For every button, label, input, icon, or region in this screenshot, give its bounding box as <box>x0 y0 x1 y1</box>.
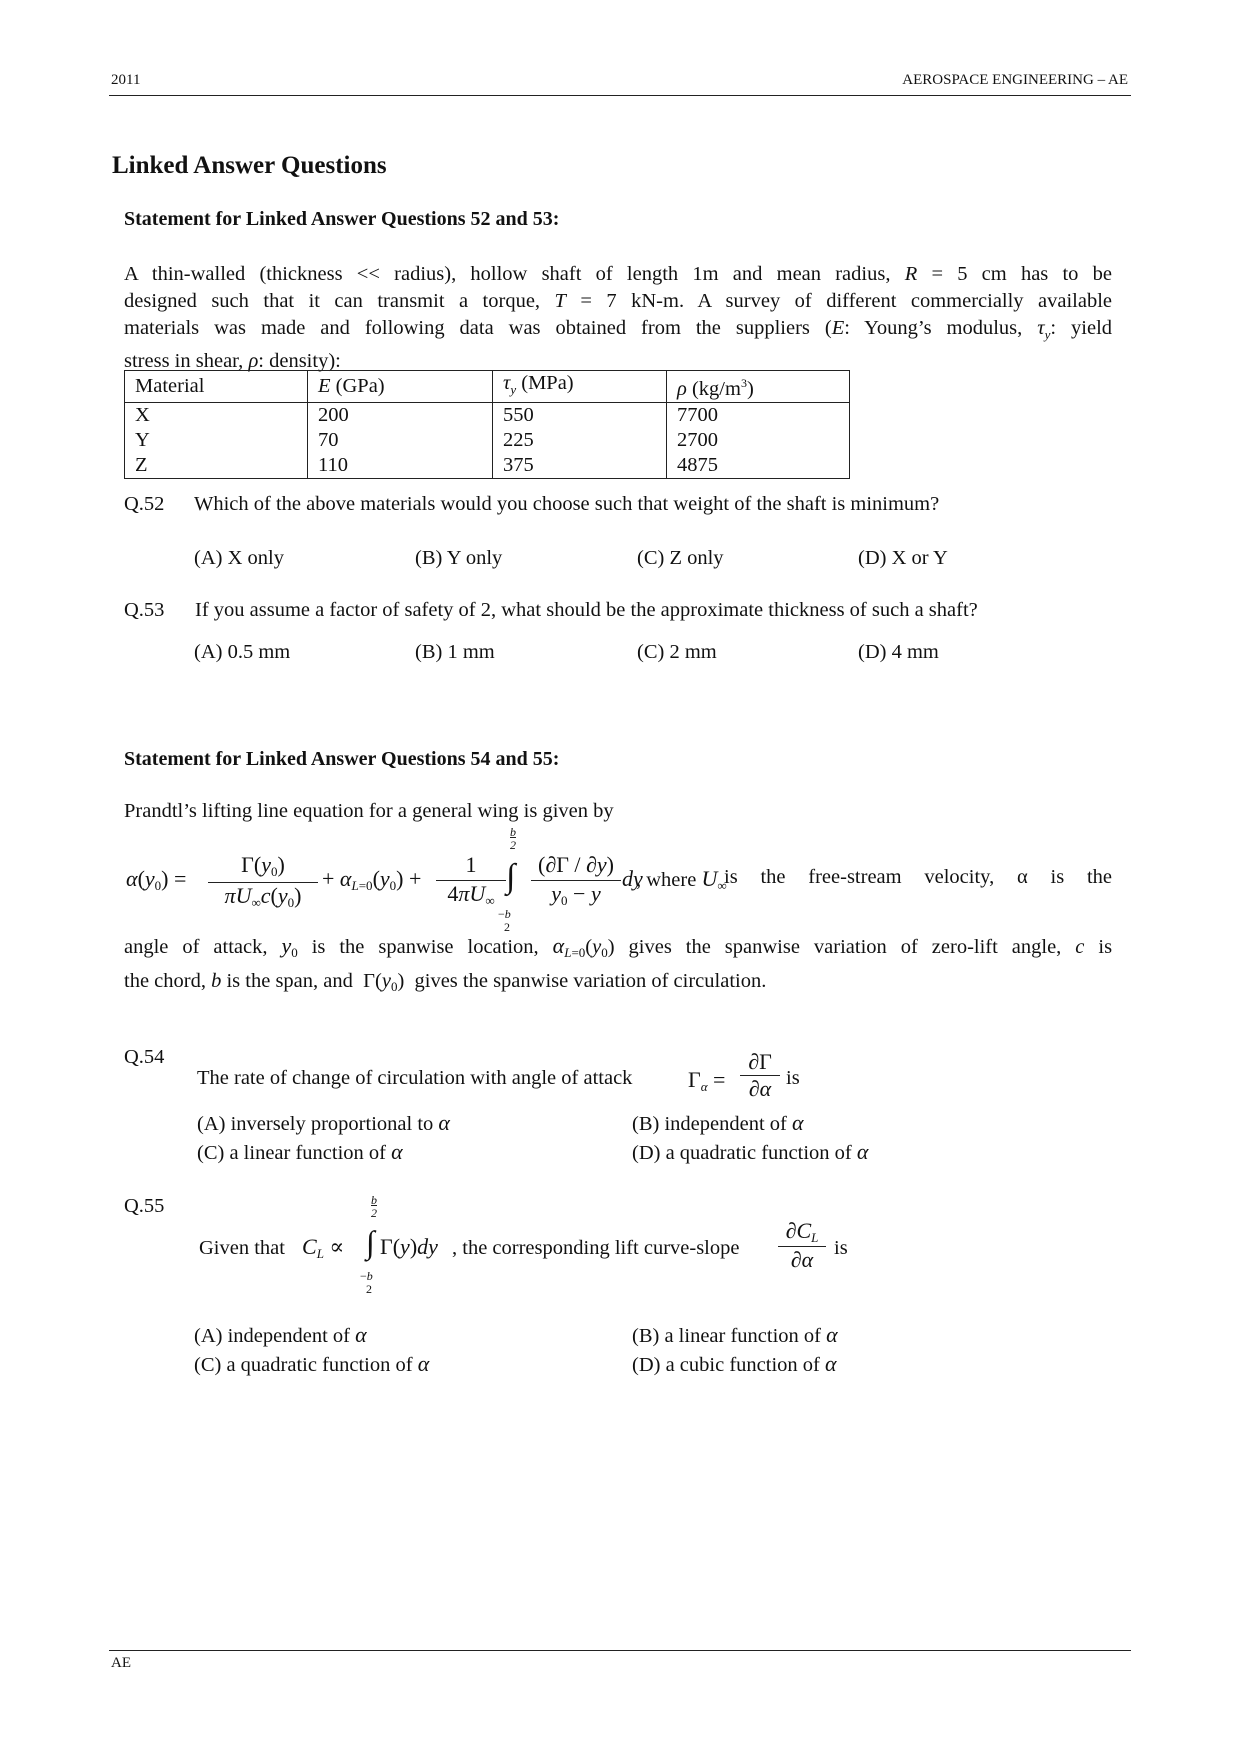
q52-number: Q.52 <box>124 493 165 515</box>
section-title: Linked Answer Questions <box>112 152 387 179</box>
statement-line-1: A thin-walled (thickness << radius), hollow shaft of length 1m and mean radius, <box>124 263 891 285</box>
q55-option-a: (A) independent of α <box>194 1322 367 1347</box>
statement-line-4: stress in shear, <box>124 350 244 373</box>
q52-option-a: (A) X only <box>194 547 284 569</box>
statement-line-4b: : density): <box>258 350 341 373</box>
statement-52-53-body <box>124 261 1112 375</box>
q53-option-c: (C) 2 mm <box>637 641 717 663</box>
table-row <box>125 403 850 429</box>
materials-table <box>124 370 850 479</box>
statement-54-55-line-2: angle of attack, $y_0$ is the spanwise location, $\alpha_{L=0}(y_0)$ gives the spanwise variation of zero-lift angle, c is <box>124 933 1113 960</box>
q54-tail: is <box>786 1067 800 1089</box>
table-cell: Z <box>125 453 308 479</box>
table-cell: X <box>125 403 308 429</box>
q53-option-b: (B) 1 mm <box>415 641 495 663</box>
header-year: 2011 <box>111 72 141 88</box>
symbol-E: E <box>831 317 845 339</box>
table-cell: 2700 <box>667 428 850 453</box>
statement-line-2: designed such that it can transmit a torque, <box>124 290 541 312</box>
q53-text: If you assume a factor of safety of 2, what should be the approximate thickness of such a shaft? <box>195 599 978 621</box>
symbol-R: R <box>904 263 918 285</box>
symbol-tau: τ <box>1037 317 1045 339</box>
table-row <box>125 453 850 479</box>
header-E: E (GPa) <box>308 371 493 403</box>
q55-option-d: (D) a cubic function of α <box>632 1351 837 1376</box>
q53-number: Q.53 <box>124 599 165 621</box>
q55-option-c: (C) a quadratic function of α <box>194 1351 430 1376</box>
table-cell: Y <box>125 428 308 453</box>
table-header-row <box>125 371 850 403</box>
table-cell: 225 <box>493 428 667 453</box>
q55-integral: $C_L$ ∝ b 2 ∫ −b 2 Γ(y)dy <box>302 1193 438 1296</box>
q54-text: The rate of change of circulation with angle of attack <box>197 1067 633 1089</box>
equation-tail: , where $U_\infty$ <box>636 866 727 893</box>
q53-option-d: (D) 4 mm <box>858 641 939 663</box>
q53-option-a: (A) 0.5 mm <box>194 641 291 663</box>
q55-number: Q.55 <box>124 1195 165 1217</box>
q55-option-b: (B) a linear function of α <box>632 1322 838 1347</box>
table-cell: 4875 <box>667 453 850 479</box>
statement-52-53-title: Statement for Linked Answer Questions 52 and 53: <box>124 208 560 230</box>
q55-tail: is <box>834 1237 848 1259</box>
q55-formula: $\partial C_L$ ∂α <box>778 1218 826 1273</box>
statement-line-3: materials was made and following data was obtained from the suppliers ( <box>124 317 832 339</box>
q52-text: Which of the above materials would you choose such that weight of the shaft is minimum? <box>194 493 940 515</box>
statement-54-55-line-3: the chord, b is the span, and $\Gamma(y_0)$ gives the spanwise variation of circulation. <box>124 970 767 994</box>
statement-line-2b: = 7 kN-m. A survey of different commercially available <box>580 290 1113 312</box>
q54-option-c: (C) a linear function of α <box>197 1139 403 1164</box>
statement-line-3c: : yield <box>1050 317 1113 339</box>
q52-option-d: (D) X or Y <box>858 547 948 569</box>
q54-option-b: (B) independent of α <box>632 1110 804 1135</box>
q54-option-d: (D) a quadratic function of α <box>632 1139 869 1164</box>
statement-54-55-title: Statement for Linked Answer Questions 54 and 55: <box>124 748 560 770</box>
symbol-T: T <box>554 290 566 312</box>
table-cell: 375 <box>493 453 667 479</box>
symbol-rho: ρ <box>248 350 259 373</box>
statement-54-55-intro: Prandtl’s lifting line equation for a general wing is given by <box>124 800 614 822</box>
q52-option-c: (C) Z only <box>637 547 724 569</box>
table-cell: 200 <box>308 403 493 429</box>
header-rule <box>109 95 1131 96</box>
statement-line-1b: = 5 cm has to be <box>931 263 1112 285</box>
q54-number: Q.54 <box>124 1046 165 1068</box>
q55-text-b: , the corresponding lift curve-slope <box>452 1237 740 1259</box>
lifting-line-equation: $\alpha(y_0)$ = $\Gamma(y_0)$ $\pi U_\infty c(y_0)$ + $\alpha_{L=0}(y_0)$ + 1 $4\pi U_\infty$ b 2 ∫ −b 2 (∂Γ / ∂y) $y_0 - y$ dy <box>126 825 643 934</box>
q54-option-a: (A) inversely proportional to α <box>197 1110 450 1135</box>
footer-code: AE <box>111 1655 131 1671</box>
equation-tail-2: is the free-stream velocity, α is the <box>724 866 1112 888</box>
footer-rule <box>109 1650 1131 1651</box>
table-row <box>125 428 850 453</box>
q55-text-a: Given that <box>199 1237 285 1259</box>
header-rho: ρ $(kg/m^3)$ <box>667 371 850 403</box>
table-cell: 110 <box>308 453 493 479</box>
table-cell: 70 <box>308 428 493 453</box>
symbol-tau-sub: y <box>1044 327 1051 343</box>
table-cell: 7700 <box>667 403 850 429</box>
header-paper-title: AEROSPACE ENGINEERING – AE <box>902 72 1128 88</box>
statement-line-3b: : Young’s modulus, <box>844 317 1023 339</box>
header-tau: $\tau_y$ (MPa) <box>493 371 667 403</box>
table-cell: 550 <box>493 403 667 429</box>
q52-option-b: (B) Y only <box>415 547 503 569</box>
header-material: Material <box>125 371 308 403</box>
